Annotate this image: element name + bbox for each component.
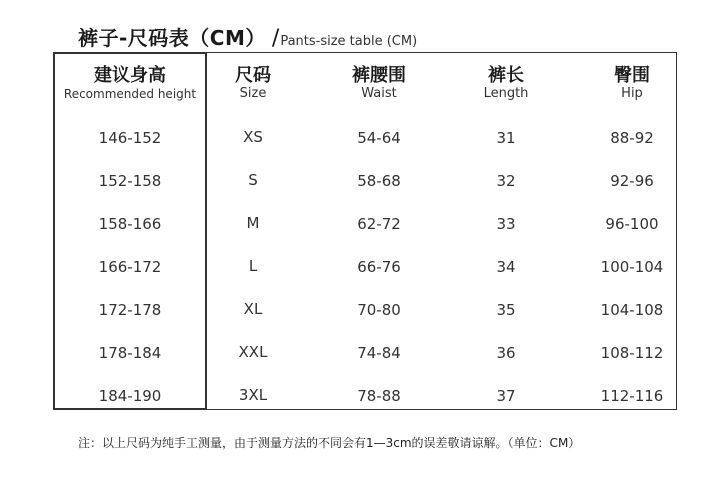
- cell-length: 35: [496, 301, 516, 319]
- cell-hip: 92-96: [610, 172, 654, 190]
- cell-size: XXL: [238, 343, 268, 361]
- header-hip: [592, 66, 672, 102]
- header-height-cn: 建议身高: [94, 65, 166, 86]
- cell-height: 184-190: [98, 387, 162, 405]
- cell-waist: 78-88: [357, 387, 401, 405]
- cell-waist: 62-72: [357, 215, 401, 233]
- header-length-cn: 裤长: [488, 65, 524, 86]
- cell-hip: 104-108: [600, 301, 664, 319]
- cell-height: 146-152: [98, 129, 162, 147]
- header-size: [213, 66, 293, 102]
- header-waist: [329, 66, 429, 102]
- title-chinese: 裤子-尺码表（CM）: [78, 26, 266, 50]
- cell-length: 34: [496, 258, 516, 276]
- cell-length: 32: [496, 172, 516, 190]
- cell-waist: 54-64: [357, 129, 401, 147]
- cell-size: S: [248, 171, 258, 189]
- header-height-en: Recommended height: [63, 87, 197, 101]
- header-waist-cn: 裤腰围: [352, 65, 406, 86]
- header-size-cn: 尺码: [235, 65, 271, 86]
- cell-size: XS: [243, 128, 263, 146]
- title-slash: /: [271, 26, 280, 51]
- cell-length: 31: [496, 129, 516, 147]
- header-hip-en: Hip: [621, 86, 643, 101]
- cell-waist: 74-84: [357, 344, 401, 362]
- cell-height: 158-166: [98, 215, 162, 233]
- cell-size: XL: [243, 300, 263, 318]
- cell-size: 3XL: [238, 386, 268, 404]
- cell-height: 178-184: [98, 344, 162, 362]
- cell-height: 172-178: [98, 301, 162, 319]
- cell-height: 166-172: [98, 258, 162, 276]
- cell-length: 33: [496, 215, 516, 233]
- header-length-en: Length: [483, 86, 529, 101]
- cell-waist: 70-80: [357, 301, 401, 319]
- cell-waist: 66-76: [357, 258, 401, 276]
- cell-hip: 108-112: [600, 344, 664, 362]
- header-hip-cn: 臀围: [614, 65, 650, 86]
- cell-length: 36: [496, 344, 516, 362]
- cell-waist: 58-68: [357, 172, 401, 190]
- title-english: Pants-size table (CM): [280, 34, 418, 49]
- cell-size: L: [248, 257, 258, 275]
- header-size-en: Size: [239, 86, 267, 101]
- cell-hip: 88-92: [610, 129, 654, 147]
- header-waist-en: Waist: [361, 86, 397, 101]
- header-length: [466, 66, 546, 102]
- cell-hip: 96-100: [605, 215, 659, 233]
- cell-hip: 100-104: [600, 258, 664, 276]
- cell-hip: 112-116: [600, 387, 664, 405]
- footnote: 注：以上尺码为纯手工测量，由于测量方法的不同会有1—3cm的误差敬请谅解。（单位：CM）: [78, 436, 581, 450]
- page-title: [78, 22, 417, 52]
- cell-size: M: [246, 214, 260, 232]
- cell-length: 37: [496, 387, 516, 405]
- header-height: [53, 66, 207, 102]
- cell-height: 152-158: [98, 172, 162, 190]
